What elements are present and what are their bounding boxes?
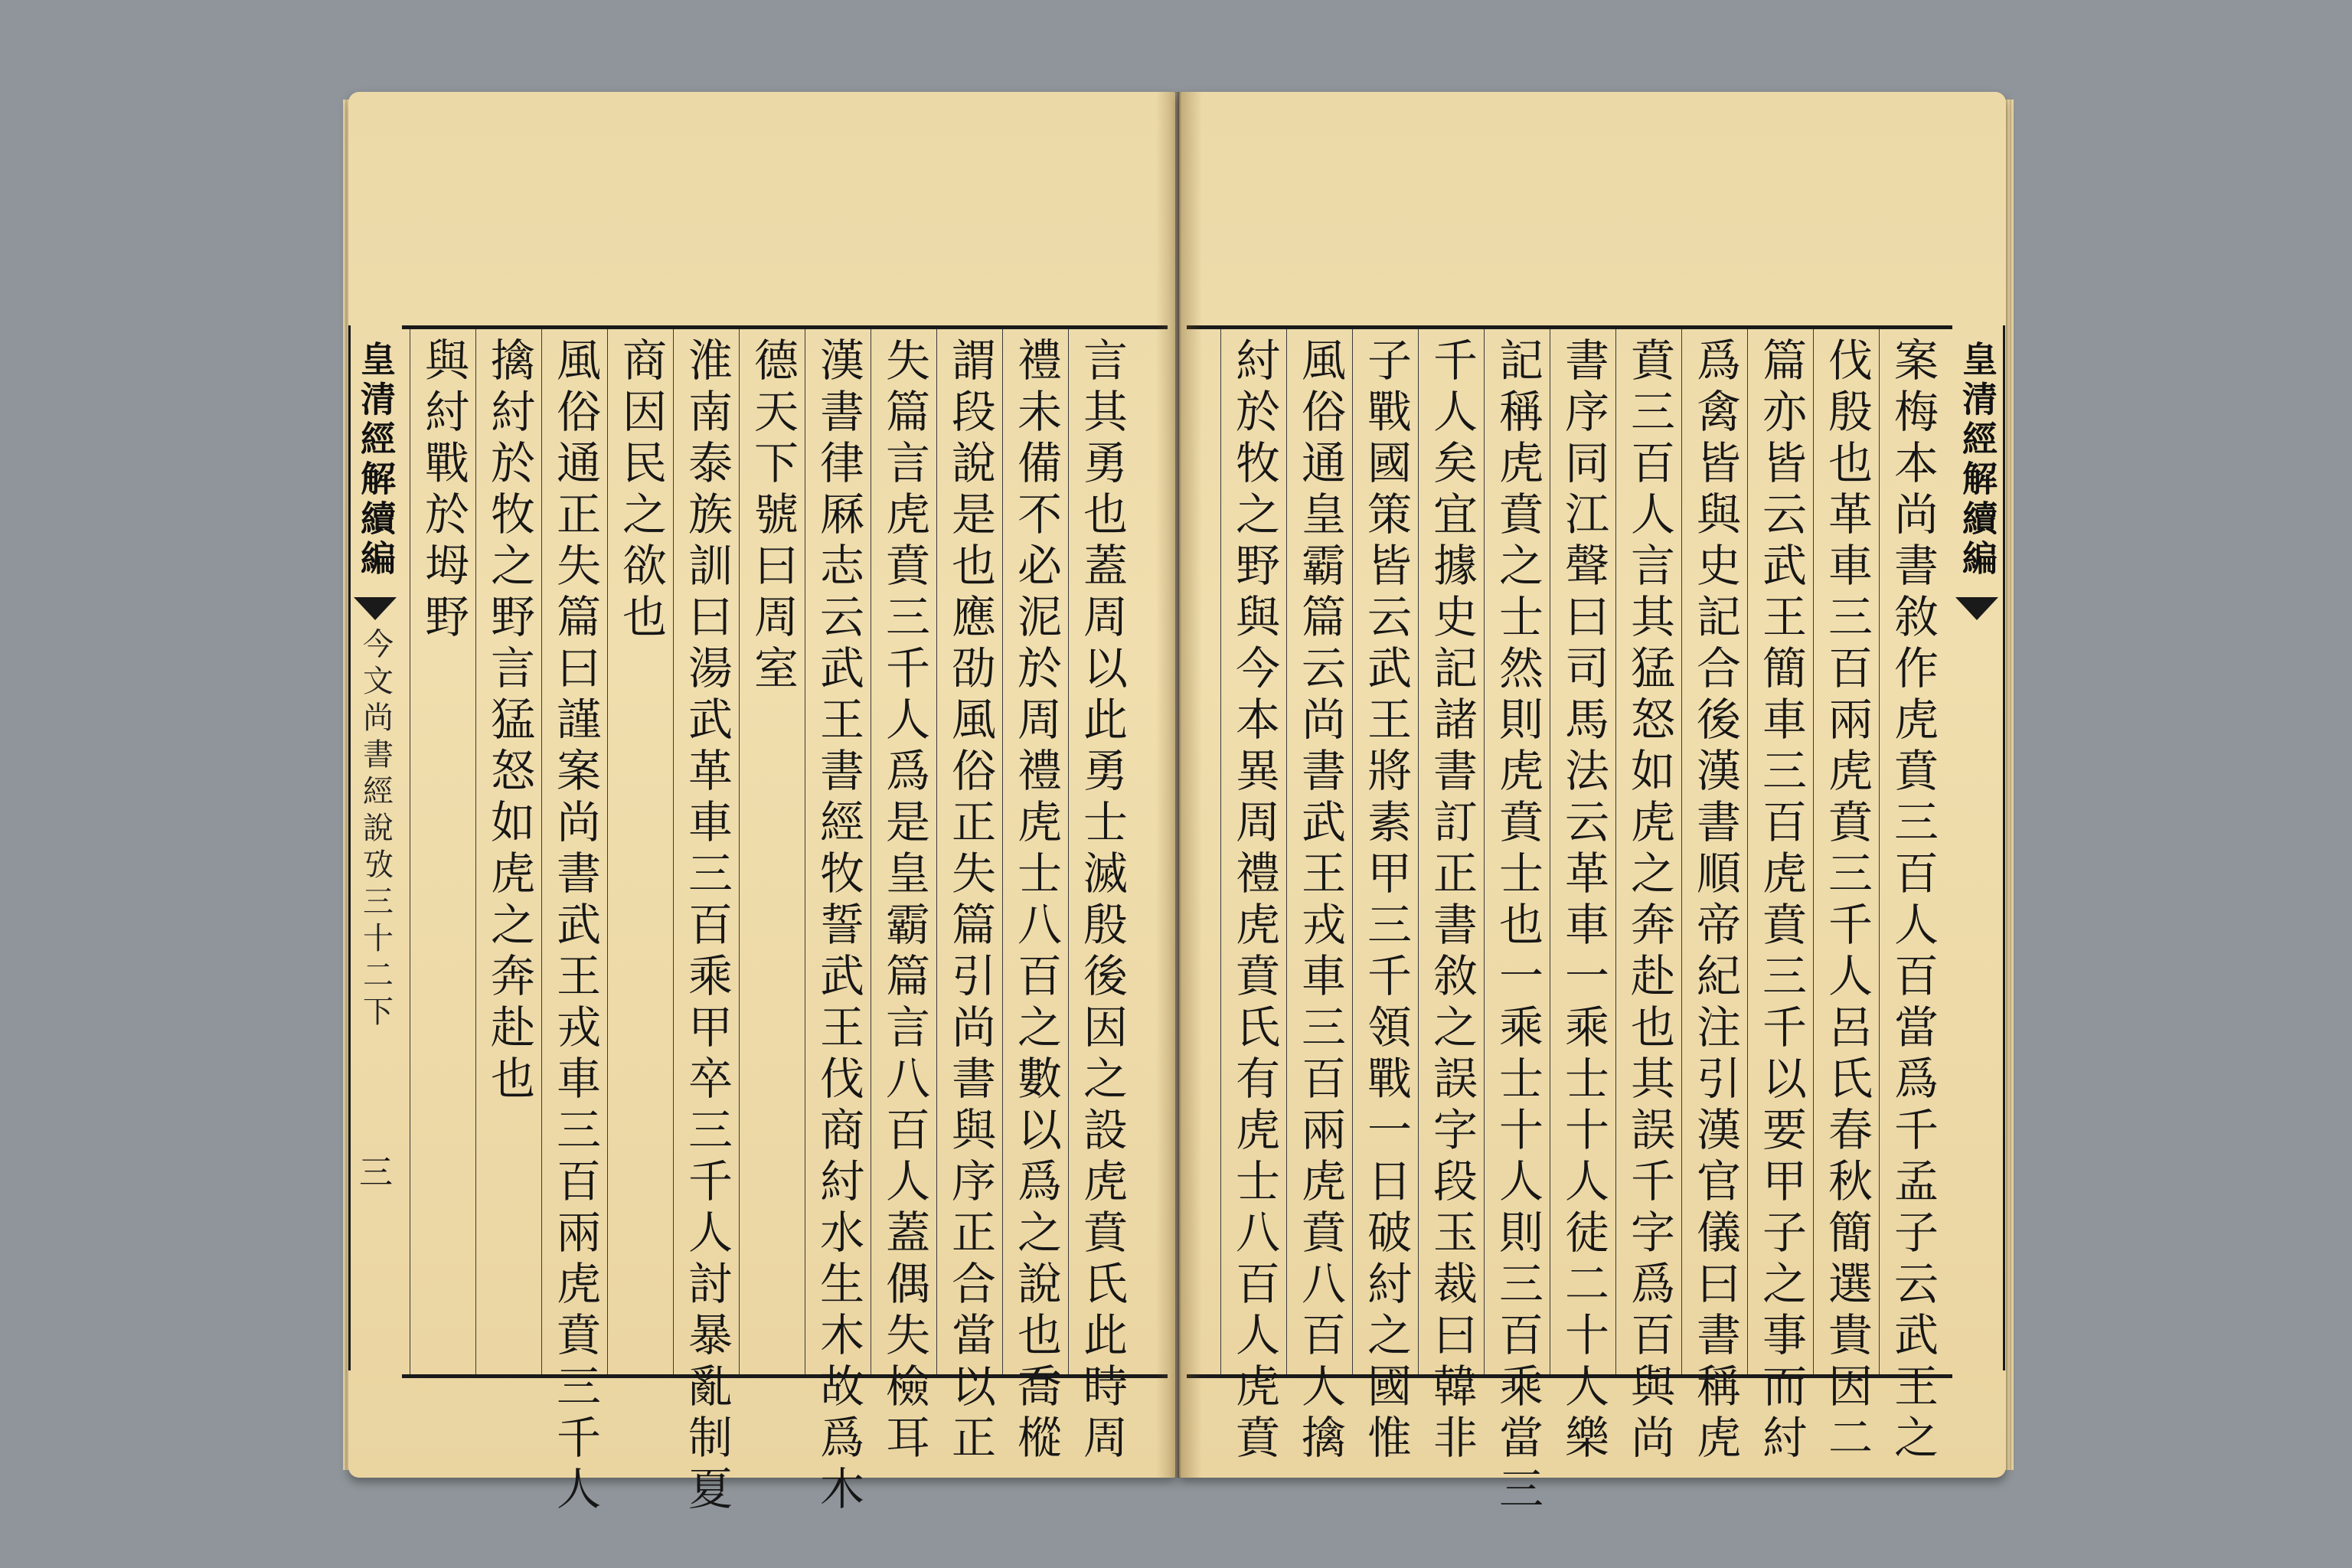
right-text-column bbox=[1615, 329, 1682, 1465]
book-gutter bbox=[1156, 92, 1202, 1478]
right-text-column bbox=[1813, 329, 1880, 1465]
left-column-text: 風俗通正失篇曰謹案尚書武王戎車三百兩虎賁三千人 bbox=[549, 337, 601, 1517]
left-page bbox=[348, 92, 1175, 1517]
right-column-text: 千人矣宜據史記諸書訂正書敘之誤字段玉裁曰韓非 bbox=[1426, 337, 1478, 1465]
right-page bbox=[1179, 92, 2006, 1517]
left-text-column bbox=[475, 329, 542, 1374]
right-text-column bbox=[1484, 329, 1550, 1517]
right-column-text: 爲禽皆與史記合後漢書順帝紀注引漢官儀曰書稱虎 bbox=[1689, 337, 1741, 1465]
left-text-column bbox=[805, 329, 871, 1517]
right-text-frame bbox=[1187, 325, 1952, 1517]
right-text-column bbox=[1418, 329, 1485, 1465]
left-text-column bbox=[607, 329, 674, 1374]
right-text-column bbox=[1352, 329, 1419, 1465]
left-margin-strip bbox=[348, 325, 401, 1370]
left-column-text: 淮南泰族訓曰湯武革車三百乘甲卒三千人討暴亂制夏 bbox=[681, 337, 733, 1517]
right-text-column bbox=[1879, 329, 1945, 1465]
left-margin-subtitle: 今文尚書經說攷三十二下 bbox=[358, 628, 394, 1032]
right-text-column bbox=[1681, 329, 1748, 1465]
left-text-column bbox=[410, 329, 476, 1374]
left-page-number: 三 bbox=[359, 1153, 393, 1192]
right-column-text: 賁三百人言其猛怒如虎之奔赴也其誤千字爲百與尚 bbox=[1623, 337, 1675, 1465]
left-column-text: 與紂戰於坶野 bbox=[417, 337, 469, 645]
right-column-text: 紂於牧之野與今本異周禮虎賁氏有虎士八百人虎賁 bbox=[1228, 337, 1280, 1465]
right-text-column bbox=[1747, 329, 1814, 1465]
left-text-column bbox=[1002, 329, 1069, 1465]
left-text-column bbox=[541, 329, 608, 1517]
left-margin-title: 皇清經解續編 bbox=[355, 341, 397, 580]
left-column-text: 禮未備不必泥於周禮虎士八百之數以爲之說也喬樅 bbox=[1010, 337, 1062, 1465]
right-text-column bbox=[1286, 329, 1353, 1465]
left-text-column bbox=[673, 329, 740, 1517]
right-column-text: 子戰國策皆云武王將素甲三千領戰一日破紂之國惟 bbox=[1360, 337, 1412, 1465]
right-column-text: 書序同江聲曰司馬法云革車一乘士十人徒二十人樂 bbox=[1557, 337, 1609, 1465]
right-column-text: 風俗通皇霸篇云尚書武王戎車三百兩虎賁八百人擒 bbox=[1294, 337, 1346, 1465]
right-column-text: 伐殷也革車三百兩虎賁三千人呂氏春秋簡選貴因二 bbox=[1821, 337, 1873, 1465]
left-fish-tail-mark bbox=[354, 597, 397, 620]
left-text-column bbox=[871, 329, 937, 1465]
left-column-text: 德天下號曰周室 bbox=[746, 337, 799, 696]
right-column-text: 案梅本尚書敘作虎賁三百人百當爲千孟子云武王之 bbox=[1886, 337, 1939, 1465]
left-column-text: 謂段說是也應劭風俗正失篇引尚書與序正合當以正 bbox=[944, 337, 996, 1465]
right-column-text: 篇亦皆云武王簡車三百虎賁三千以要甲子之事而紂 bbox=[1755, 337, 1807, 1465]
right-text-column bbox=[1550, 329, 1616, 1465]
right-margin-title: 皇清經解續編 bbox=[1957, 341, 1998, 580]
right-fish-tail-mark bbox=[1955, 597, 1998, 620]
right-text-column bbox=[1220, 329, 1287, 1465]
left-column-text: 言其勇也蓋周以此勇士滅殷後因之設虎賁氏此時周 bbox=[1076, 337, 1128, 1465]
left-column-text: 漢書律厤志云武王書經牧誓武王伐商紂水生木故爲木 bbox=[812, 337, 864, 1517]
right-column-text: 記稱虎賁之士然則虎賁士也一乘士十人則三百乘當三 bbox=[1491, 337, 1544, 1517]
left-text-column bbox=[936, 329, 1003, 1465]
left-text-column bbox=[1068, 329, 1135, 1465]
right-margin-strip bbox=[1952, 325, 2005, 1370]
left-text-column bbox=[739, 329, 805, 1374]
left-column-text: 商因民之欲也 bbox=[615, 337, 667, 645]
left-column-text: 失篇言虎賁三千人爲是皇霸篇言八百人蓋偶失檢耳 bbox=[878, 337, 930, 1465]
left-column-text: 擒紂於牧之野言猛怒如虎之奔赴也 bbox=[483, 337, 535, 1106]
left-text-frame bbox=[402, 325, 1168, 1517]
